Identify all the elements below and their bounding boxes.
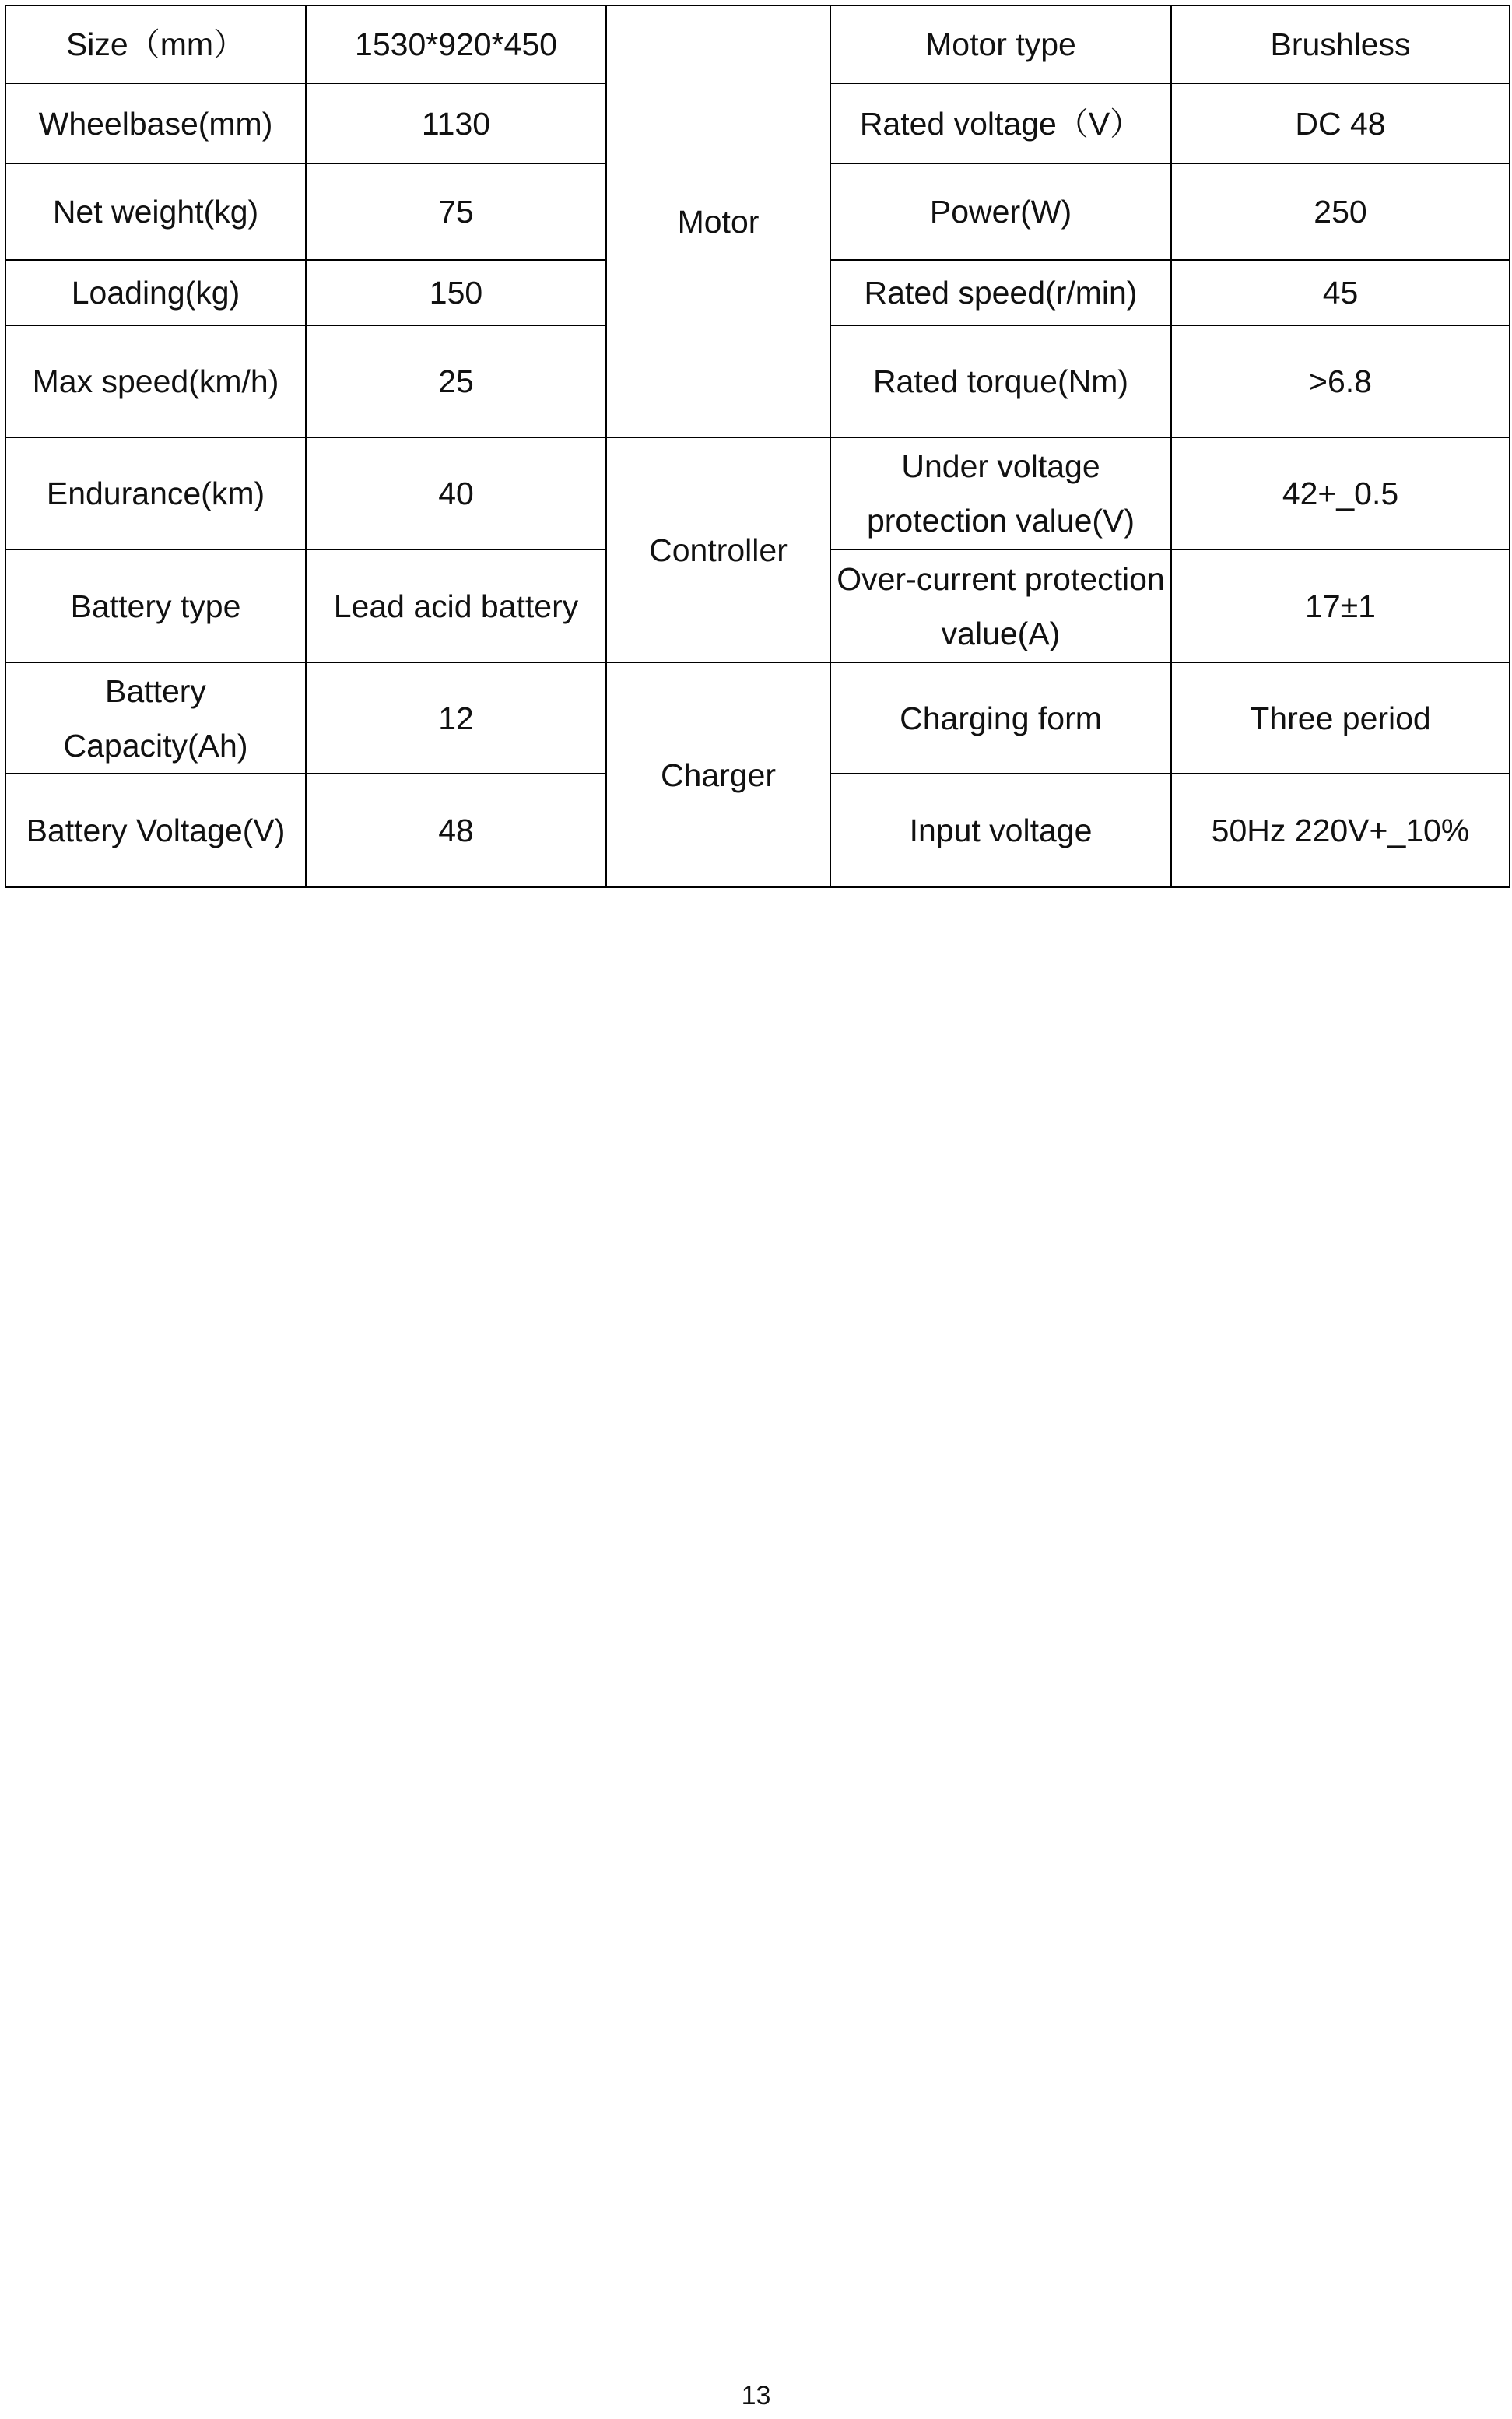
spec-label-max-speed: Max speed(km/h) [5, 325, 306, 437]
spec-value-battery-voltage: 48 [306, 774, 606, 887]
table-row [5, 662, 1510, 774]
spec-value-rated-speed: 45 [1171, 260, 1510, 325]
group-motor: Motor [606, 5, 830, 437]
spec-value-under-voltage: 42+_0.5 [1171, 437, 1510, 549]
spec-label-power: Power(W) [830, 163, 1171, 260]
spec-value-over-current: 17±1 [1171, 549, 1510, 662]
spec-label-under-voltage: Under voltage protection value(V) [830, 437, 1171, 549]
spec-label-net-weight: Net weight(kg) [5, 163, 306, 260]
page-number: 13 [741, 2381, 771, 2410]
spec-value-battery-capacity: 12 [306, 662, 606, 774]
table-row [5, 5, 1510, 83]
spec-value-rated-voltage: DC 48 [1171, 83, 1510, 163]
spec-label-battery-voltage: Battery Voltage(V) [5, 774, 306, 887]
spec-label-rated-torque: Rated torque(Nm) [830, 325, 1171, 437]
spec-label-rated-voltage: Rated voltage（V） [830, 83, 1171, 163]
spec-label-battery-type: Battery type [5, 549, 306, 662]
spec-label-battery-capacity: Battery Capacity(Ah) [5, 662, 306, 774]
spec-label-wheelbase: Wheelbase(mm) [5, 83, 306, 163]
spec-value-rated-torque: >6.8 [1171, 325, 1510, 437]
spec-label-charging-form: Charging form [830, 662, 1171, 774]
spec-value-power: 250 [1171, 163, 1510, 260]
spec-table [5, 5, 1510, 888]
spec-value-net-weight: 75 [306, 163, 606, 260]
group-charger: Charger [606, 662, 830, 887]
spec-value-motor-type: Brushless [1171, 5, 1510, 83]
spec-label-size: Size（mm） [5, 5, 306, 83]
spec-value-input-voltage: 50Hz 220V+_10% [1171, 774, 1510, 887]
spec-value-loading: 150 [306, 260, 606, 325]
group-controller: Controller [606, 437, 830, 662]
spec-value-charging-form: Three period [1171, 662, 1510, 774]
spec-value-max-speed: 25 [306, 325, 606, 437]
spec-label-endurance: Endurance(km) [5, 437, 306, 549]
spec-label-input-voltage: Input voltage [830, 774, 1171, 887]
spec-label-loading: Loading(kg) [5, 260, 306, 325]
table-row [5, 437, 1510, 549]
spec-value-wheelbase: 1130 [306, 83, 606, 163]
spec-value-endurance: 40 [306, 437, 606, 549]
spec-label-rated-speed: Rated speed(r/min) [830, 260, 1171, 325]
spec-value-size: 1530*920*450 [306, 5, 606, 83]
spec-label-over-current: Over-current protection value(A) [830, 549, 1171, 662]
spec-value-battery-type: Lead acid battery [306, 549, 606, 662]
spec-label-motor-type: Motor type [830, 5, 1171, 83]
